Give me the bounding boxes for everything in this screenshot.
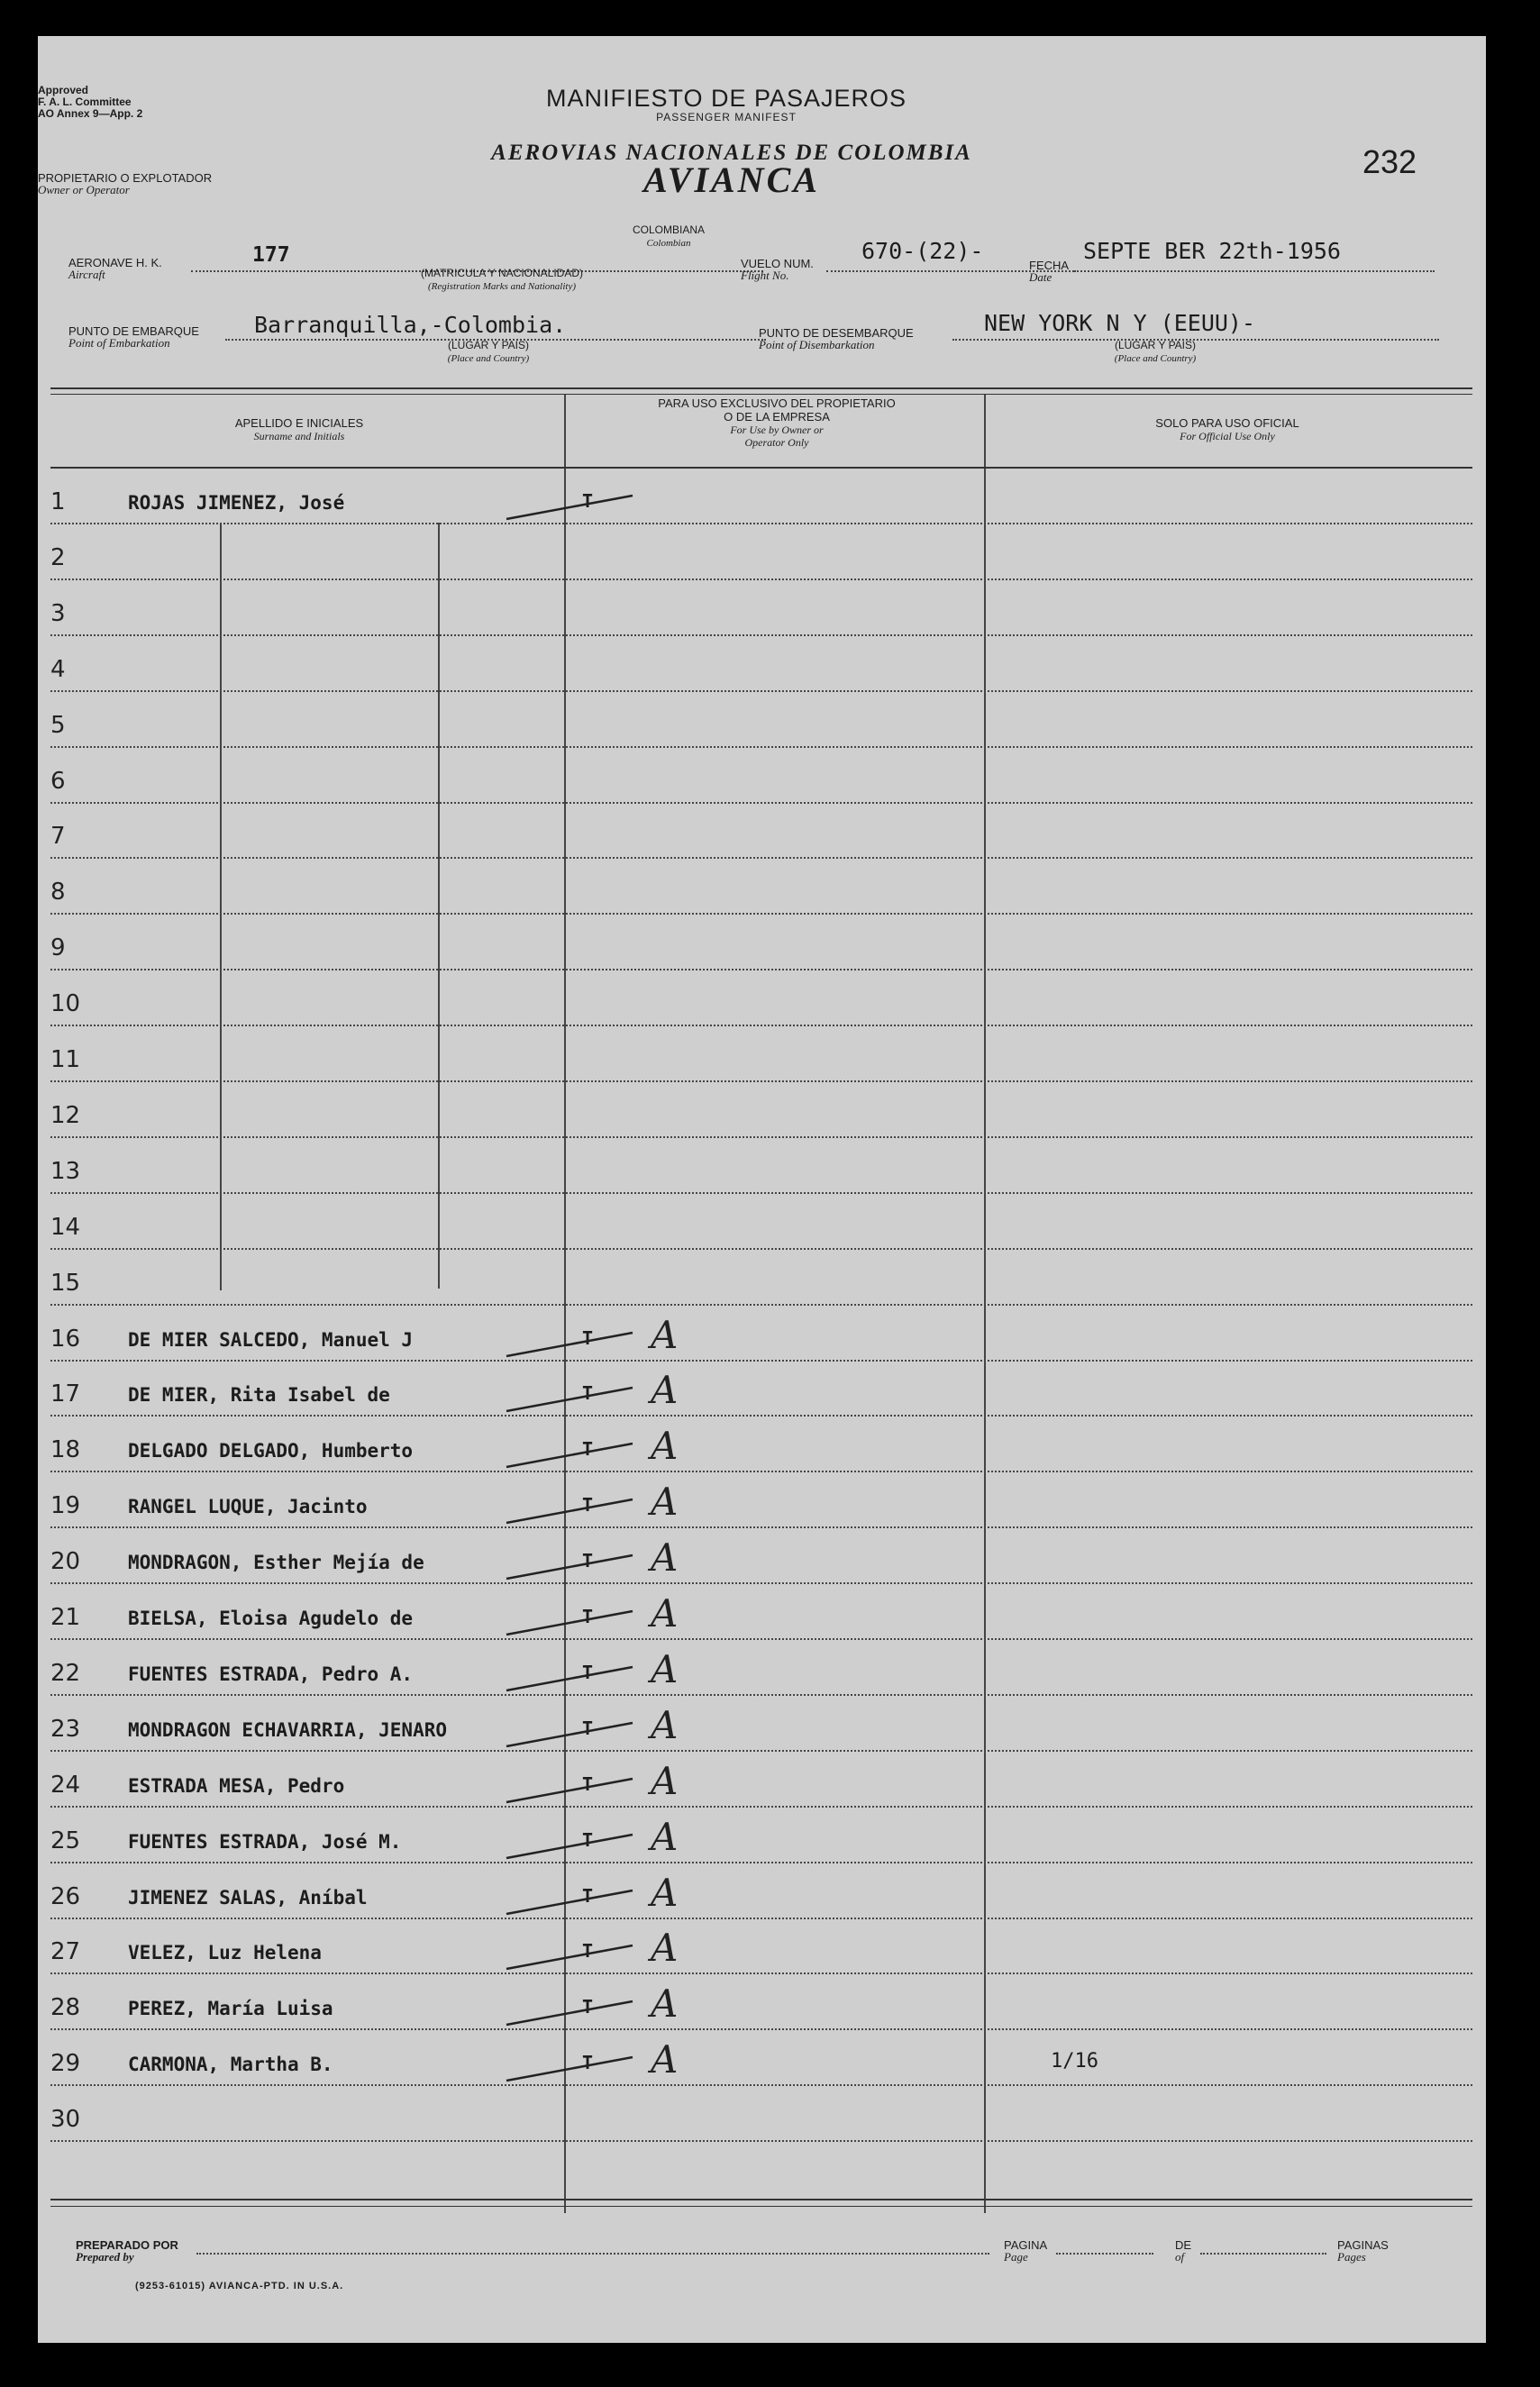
- pages-label: PAGINAS: [1337, 2238, 1389, 2252]
- name-column-label: APELLIDO E INICIALES: [234, 416, 364, 430]
- row-number: 3: [50, 600, 66, 627]
- row-number: 23: [50, 1716, 81, 1743]
- row-rule: [50, 2028, 1472, 2030]
- table-row: [38, 532, 1486, 588]
- row-rule: [50, 802, 1472, 804]
- title-block: [492, 85, 961, 123]
- row-rule: [50, 1025, 1472, 1026]
- row-rule: [50, 1136, 1472, 1138]
- flight-value: 670-(22)-: [861, 238, 984, 264]
- approval-note: [38, 85, 142, 120]
- handwritten-initial: A: [651, 1815, 679, 1859]
- aircraft-sub: Aircraft: [68, 268, 105, 281]
- check-stroke-icon: [497, 1599, 651, 1644]
- embark-place: [398, 339, 579, 365]
- row-number: 8: [50, 879, 66, 906]
- table-row: [38, 1424, 1486, 1480]
- table-row: [38, 978, 1486, 1034]
- row-rule: [50, 523, 1472, 524]
- row-rule: [50, 746, 1472, 748]
- handwritten-initial: A: [651, 2037, 679, 2082]
- handwritten-initial: A: [651, 1982, 679, 2026]
- table-row: [38, 643, 1486, 699]
- check-stroke-icon: [497, 1989, 651, 2034]
- flight-label: VUELO NUM.: [741, 257, 814, 270]
- printer-imprint: (9253-61015) AVIANCA-PTD. IN U.S.A.: [135, 2281, 344, 2291]
- nationality-label: (MATRICULA Y NACIONALIDAD): [420, 267, 584, 279]
- handwritten-initial: A: [651, 1703, 679, 1747]
- row-number: 22: [50, 1660, 81, 1687]
- owner-mark: T: [582, 1996, 594, 2018]
- disembark-sub: Point of Disembarkation: [759, 338, 875, 351]
- table-bottom-rule: [50, 2199, 1472, 2200]
- table-row: [38, 1201, 1486, 1257]
- row-rule: [50, 1582, 1472, 1584]
- page-sub: Page: [1004, 2250, 1028, 2264]
- row-number: 6: [50, 768, 66, 795]
- disembark-place-label: (LUGAR Y PAIS): [1114, 339, 1197, 351]
- row-number: 11: [50, 1046, 81, 1073]
- row-rule: [50, 1972, 1472, 1974]
- row-rule: [50, 1415, 1472, 1417]
- row-number: 20: [50, 1548, 81, 1575]
- owner-column-sub-1: For Use by Owner or: [730, 424, 824, 436]
- row-rule: [50, 690, 1472, 692]
- handwritten-initial: A: [651, 1313, 679, 1357]
- owner-mark: T: [582, 1494, 594, 1516]
- of-line: [1200, 2253, 1326, 2255]
- owner-mark: T: [582, 1717, 594, 1739]
- row-number: 5: [50, 712, 66, 739]
- row-number: 2: [50, 544, 66, 571]
- row-rule: [50, 634, 1472, 636]
- row-rule: [50, 2140, 1472, 2142]
- owner-mark: T: [582, 1829, 594, 1851]
- owner-column-label-2: O DE LA EMPRESA: [724, 410, 830, 424]
- table-row: [38, 810, 1486, 866]
- page-line: [1056, 2253, 1153, 2255]
- row-number: 1: [50, 488, 66, 515]
- check-stroke-icon: [497, 1878, 651, 1923]
- header-bottom-rule: [50, 467, 1472, 469]
- row-number: 13: [50, 1158, 81, 1185]
- official-note: 1/16: [1051, 2050, 1098, 2073]
- prepared-sub: Prepared by: [76, 2250, 134, 2264]
- row-number: 24: [50, 1772, 81, 1799]
- date-value: SEPTE BER 22th-1956: [1083, 238, 1341, 264]
- approval-line-3: AO Annex 9—App. 2: [38, 107, 143, 120]
- owner-mark: T: [582, 1382, 594, 1404]
- table-row: [38, 1089, 1486, 1145]
- row-number: 16: [50, 1326, 81, 1353]
- approval-line-2: F. A. L. Committee: [38, 96, 132, 108]
- row-rule: [50, 857, 1472, 859]
- row-rule: [50, 1694, 1472, 1696]
- row-number: 7: [50, 823, 66, 850]
- pages-sub: Pages: [1337, 2250, 1366, 2264]
- name-column-sub: Surname and Initials: [253, 430, 345, 442]
- passenger-name: ROJAS JIMENEZ, José: [128, 492, 345, 514]
- bracket-line-left: [220, 524, 222, 1290]
- disembark-label: PUNTO DE DESEMBARQUE: [759, 326, 914, 340]
- row-rule: [50, 1248, 1472, 1250]
- check-stroke-icon: [497, 1766, 651, 1811]
- table-row: [38, 1368, 1486, 1424]
- row-number: 9: [50, 934, 66, 961]
- handwritten-initial: A: [651, 1480, 679, 1524]
- embark-place-sub: (Place and Country): [447, 353, 530, 364]
- row-rule: [50, 1638, 1472, 1640]
- prepared-line: [196, 2253, 989, 2255]
- handwritten-initial: A: [651, 1368, 679, 1412]
- owner-mark: T: [582, 1438, 594, 1460]
- handwritten-initial: A: [651, 1871, 679, 1915]
- of-sub: of: [1175, 2250, 1185, 2264]
- owner-column-sub-2: Operator Only: [744, 436, 809, 449]
- embark-place-label: (LUGAR Y PAIS): [447, 339, 530, 351]
- handwritten-initial: A: [651, 1424, 679, 1468]
- check-stroke-icon: [497, 1320, 651, 1365]
- table-top-rule-2: [50, 394, 1472, 395]
- row-number: 12: [50, 1102, 81, 1129]
- table-row: [38, 1034, 1486, 1089]
- aircraft-value: 177: [252, 243, 290, 267]
- check-stroke-icon: [497, 2045, 651, 2090]
- row-number: 21: [50, 1604, 81, 1631]
- passenger-name: MONDRAGON ECHAVARRIA, JENARO: [128, 1719, 448, 1741]
- row-number: 28: [50, 1994, 81, 2021]
- table-row: [38, 1145, 1486, 1201]
- owner-mark: T: [582, 1327, 594, 1349]
- table-row: [38, 1703, 1486, 1759]
- passenger-name: DE MIER, Rita Isabel de: [128, 1384, 390, 1406]
- table-row: [38, 1480, 1486, 1535]
- airline-brand: AVIANCA: [643, 159, 820, 200]
- nationality-top-sub: Colombian: [646, 238, 691, 249]
- table-row: [38, 2037, 1486, 2093]
- passenger-name: JIMENEZ SALAS, Aníbal: [128, 1887, 368, 1909]
- aircraft-label: AERONAVE H. K.: [68, 256, 162, 269]
- row-number: 27: [50, 1938, 81, 1965]
- table-row: [38, 1759, 1486, 1815]
- check-stroke-icon: [497, 1654, 651, 1699]
- table-row: [38, 1313, 1486, 1369]
- nationality-sub: (Registration Marks and Nationality): [427, 281, 577, 292]
- check-stroke-icon: [497, 1431, 651, 1476]
- row-rule: [50, 1750, 1472, 1752]
- row-rule: [50, 1862, 1472, 1863]
- table-row: [38, 1647, 1486, 1703]
- table-row: [38, 1591, 1486, 1647]
- date-label: FECHA: [1029, 259, 1070, 272]
- row-rule: [50, 2084, 1472, 2086]
- owner-mark: T: [582, 1940, 594, 1962]
- table-row: [38, 588, 1486, 643]
- manifest-subtitle: PASSENGER MANIFEST: [656, 111, 797, 123]
- official-column-sub: For Official Use Only: [1180, 430, 1275, 442]
- embark-value: Barranquilla,-Colombia.: [254, 312, 567, 338]
- row-rule: [50, 1806, 1472, 1808]
- table-row: [38, 866, 1486, 922]
- handwritten-initial: A: [651, 1926, 679, 1970]
- official-column-header: [1047, 416, 1408, 442]
- passenger-name: CARMONA, Martha B.: [128, 2054, 333, 2075]
- check-stroke-icon: [497, 483, 651, 528]
- row-rule: [50, 969, 1472, 970]
- row-rule: [50, 1918, 1472, 1919]
- row-number: 26: [50, 1883, 81, 1910]
- airline-name: AEROVIAS NACIONALES DE COLOMBIA: [491, 141, 972, 165]
- row-number: 17: [50, 1380, 81, 1408]
- table-row: [38, 1815, 1486, 1871]
- row-number: 19: [50, 1492, 81, 1519]
- table-row: [38, 1535, 1486, 1591]
- table-row: [38, 476, 1486, 532]
- flight-sub: Flight No.: [741, 269, 789, 282]
- row-rule: [50, 913, 1472, 915]
- passenger-name: MONDRAGON, Esther Mejía de: [128, 1552, 424, 1573]
- passenger-name: FUENTES ESTRADA, José M.: [128, 1831, 402, 1853]
- manifest-page: [38, 36, 1486, 2343]
- passenger-name: VELEZ, Luz Helena: [128, 1942, 322, 1963]
- check-stroke-icon: [497, 1933, 651, 1978]
- handwritten-initial: A: [651, 1535, 679, 1580]
- row-number: 29: [50, 2050, 81, 2077]
- page-number: 232: [1362, 143, 1417, 180]
- owner-mark: T: [582, 1550, 594, 1572]
- row-rule: [50, 579, 1472, 580]
- table-row: [38, 755, 1486, 811]
- nationality-top: [588, 223, 750, 250]
- row-rule: [50, 1080, 1472, 1082]
- row-rule: [50, 1471, 1472, 1472]
- passenger-name: RANGEL LUQUE, Jacinto: [128, 1496, 368, 1517]
- row-number: 14: [50, 1214, 81, 1241]
- handwritten-initial: A: [651, 1759, 679, 1803]
- row-rule: [50, 1360, 1472, 1362]
- nationality-caption: [344, 267, 660, 293]
- row-number: 10: [50, 990, 81, 1017]
- row-number: 4: [50, 656, 66, 683]
- row-number: 15: [50, 1270, 81, 1297]
- table-top-rule: [50, 387, 1472, 389]
- row-rule: [50, 1526, 1472, 1528]
- handwritten-initial: A: [651, 1591, 679, 1635]
- table-row: [38, 699, 1486, 755]
- prepared-label: PREPARADO POR: [76, 2238, 178, 2252]
- table-bottom-rule-2: [50, 2206, 1472, 2207]
- check-stroke-icon: [497, 1543, 651, 1588]
- handwritten-initial: A: [651, 1647, 679, 1691]
- nationality-top-label: COLOMBIANA: [632, 223, 705, 236]
- check-stroke-icon: [497, 1375, 651, 1420]
- row-number: 30: [50, 2106, 81, 2133]
- passenger-name: DELGADO DELGADO, Humberto: [128, 1440, 414, 1462]
- row-number: 18: [50, 1436, 81, 1463]
- table-row: [38, 1982, 1486, 2037]
- approval-line-1: Approved: [38, 84, 89, 96]
- check-stroke-icon: [497, 1822, 651, 1867]
- passenger-name: ESTRADA MESA, Pedro: [128, 1775, 345, 1797]
- table-row: [38, 2093, 1486, 2149]
- embark-label: PUNTO DE EMBARQUE: [68, 324, 199, 338]
- of-label: DE: [1175, 2238, 1192, 2252]
- disembark-place: [1065, 339, 1245, 365]
- disembark-value: NEW YORK N Y (EEUU)-: [984, 310, 1256, 336]
- disembark-place-sub: (Place and Country): [1114, 353, 1197, 364]
- owner-mark: T: [582, 1773, 594, 1795]
- owner-mark: T: [582, 1606, 594, 1627]
- owner-column-label-1: PARA USO EXCLUSIVO DEL PROPIETARIO: [658, 396, 896, 410]
- manifest-title: MANIFIESTO DE PASAJEROS: [545, 85, 907, 112]
- owner-label: PROPIETARIO O EXPLOTADOR: [38, 171, 213, 185]
- owner-column-header: [597, 396, 957, 449]
- passenger-name: PEREZ, María Luisa: [128, 1998, 333, 2019]
- table-row: [38, 1926, 1486, 1982]
- row-rule: [50, 1304, 1472, 1306]
- owner-mark: T: [582, 490, 594, 512]
- passenger-name: FUENTES ESTRADA, Pedro A.: [128, 1663, 414, 1685]
- table-row: [38, 1871, 1486, 1927]
- name-column-header: [155, 416, 443, 442]
- owner-sub: Owner or Operator: [38, 183, 130, 196]
- table-row: [38, 922, 1486, 978]
- table-row: [38, 1257, 1486, 1313]
- owner-mark: T: [582, 1885, 594, 1907]
- bracket-line-right: [438, 523, 440, 1289]
- embark-sub: Point of Embarkation: [68, 336, 170, 350]
- date-sub: Date: [1029, 270, 1052, 284]
- row-number: 25: [50, 1827, 81, 1854]
- passenger-name: BIELSA, Eloisa Agudelo de: [128, 1608, 414, 1629]
- official-column-label: SOLO PARA USO OFICIAL: [1155, 416, 1299, 430]
- page-label: PAGINA: [1004, 2238, 1048, 2252]
- owner-mark: T: [582, 1662, 594, 1683]
- date-line: [1074, 270, 1435, 272]
- check-stroke-icon: [497, 1710, 651, 1755]
- check-stroke-icon: [497, 1487, 651, 1532]
- owner-mark: T: [582, 2052, 594, 2073]
- row-rule: [50, 1192, 1472, 1194]
- passenger-name: DE MIER SALCEDO, Manuel J: [128, 1329, 414, 1351]
